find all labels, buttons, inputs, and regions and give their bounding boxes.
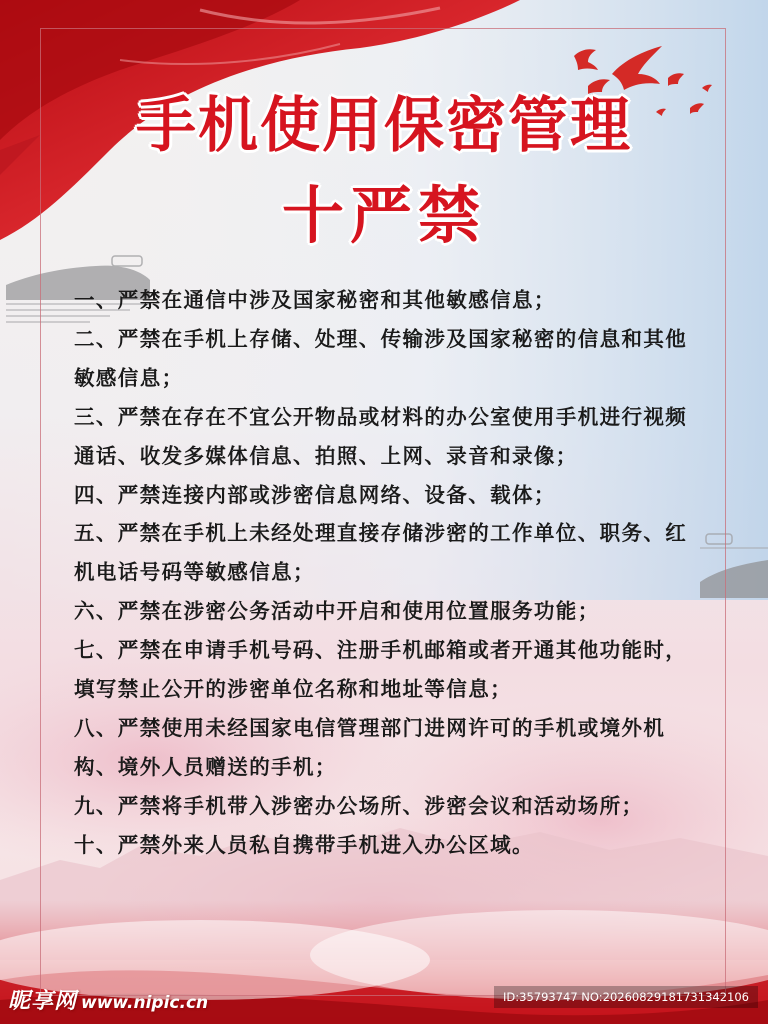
rule-item: 一、严禁在通信中涉及国家秘密和其他敏感信息； [74,288,556,312]
rule-item: 三、严禁在存在不宜公开物品或材料的办公室使用手机进行视频通话、收发多媒体信息、拍照、上网、录音和录像； [74,404,688,468]
rule-item: 八、严禁使用未经国家电信管理部门进网许可的手机或境外机构、境外人员赠送的手机； [74,715,666,779]
rule-item: 七、严禁在申请手机号码、注册手机邮箱或者开通其他功能时，填写禁止公开的涉密单位名称和地址等信息； [74,638,688,702]
image-id-watermark: ID:35793747 NO:20260829181731342106 [494,986,758,1008]
rule-item: 二、严禁在手机上存储、处理、传输涉及国家秘密的信息和其他敏感信息； [74,326,688,390]
rule-item: 十、严禁外来人员私自携带手机进入办公区域。 [74,832,534,857]
poster-title: 手机使用保密管理 [136,91,632,161]
site-url: www.nipic.cn [81,993,209,1013]
rule-item: 五、严禁在手机上未经处理直接存储涉密的工作单位、职务、红机电话号码等敏感信息； [74,521,688,585]
rule-item: 九、严禁将手机带入涉密办公场所、涉密会议和活动场所； [74,793,644,818]
rules-list [74,281,696,865]
rule-item: 六、严禁在涉密公务活动中开启和使用位置服务功能； [74,599,600,624]
site-logo: 昵享网 [8,989,78,1014]
rule-item: 四、严禁连接内部或涉密信息网络、设备、载体； [74,482,556,507]
site-watermark [8,984,208,1014]
poster-subtitle: 十严禁 [281,179,486,252]
